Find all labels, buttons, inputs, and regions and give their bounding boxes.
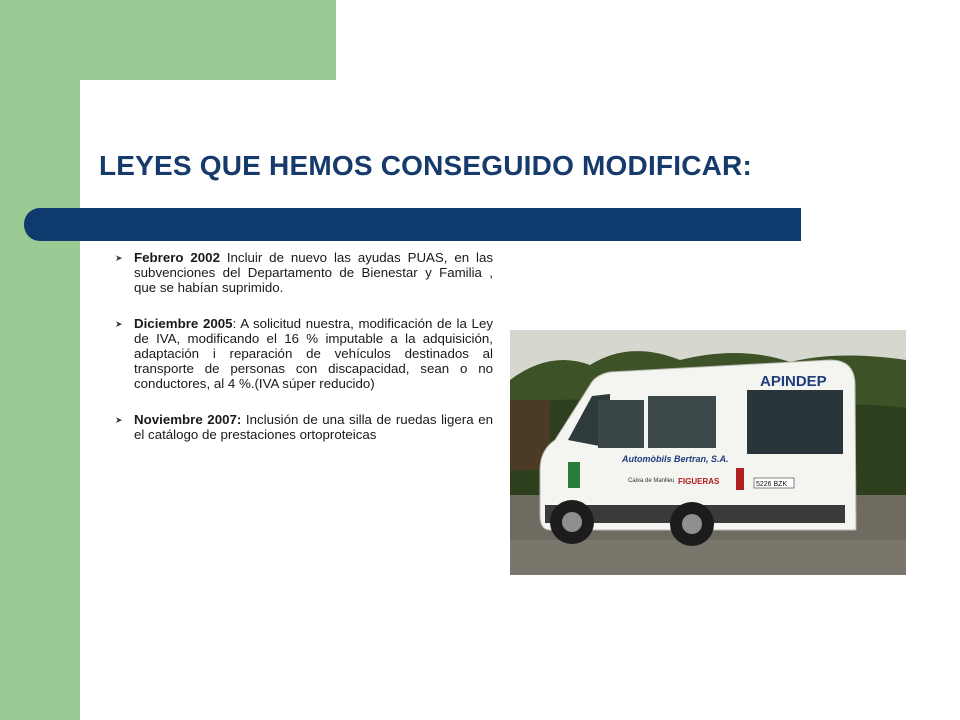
bullet-list: [115, 250, 493, 462]
sponsor-figueras-text: FIGUERAS: [678, 477, 720, 486]
arrowhead-bullet-icon: ➤: [115, 318, 123, 329]
bullet-text: Incluir de nuevo las ayudas PUAS, en las subvenciones del Departamento de Bienestar y Familia , que se habían suprimido.: [134, 250, 494, 296]
sponsor-caixa-text: Caixa de Manlleu: [628, 478, 675, 484]
title-underline-bar: [24, 208, 801, 241]
rounded-corner: [80, 80, 140, 140]
bullet-text: Inclusión de una silla de ruedas ligera en el catálogo de prestaciones ortoproteicas: [134, 411, 493, 442]
green-top-block: [80, 0, 336, 80]
bullet-date: Diciembre 2005: [134, 315, 233, 331]
green-side-band: [0, 0, 80, 720]
license-plate-text: 5226 BZK: [756, 481, 788, 488]
arrowhead-bullet-icon: ➤: [115, 414, 123, 425]
van-side-text: Automòbils Bertran, S.A.: [622, 454, 729, 464]
bullet-date: Noviembre 2007:: [134, 411, 242, 427]
slide-title: LEYES QUE HEMOS CONSEGUIDO MODIFICAR:: [99, 150, 752, 181]
roof-sign-text: APINDEP: [760, 373, 827, 390]
bullet-date: Febrero 2002: [134, 250, 220, 265]
bullet-text: : A solicitud nuestra, modificación de la Ley de IVA, modificando el 16 % imputable a la adquisición, adaptación i reparación de vehículos destinados al transporte de personas con discapacidad, sean o no conductores, al 4 %.(IVA súper reducido): [134, 315, 493, 392]
bullet-item: [115, 316, 493, 392]
bullet-item: [115, 412, 493, 442]
van-photo: [510, 330, 906, 575]
arrowhead-bullet-icon: ➤: [115, 253, 123, 263]
bullet-item: [115, 250, 493, 296]
